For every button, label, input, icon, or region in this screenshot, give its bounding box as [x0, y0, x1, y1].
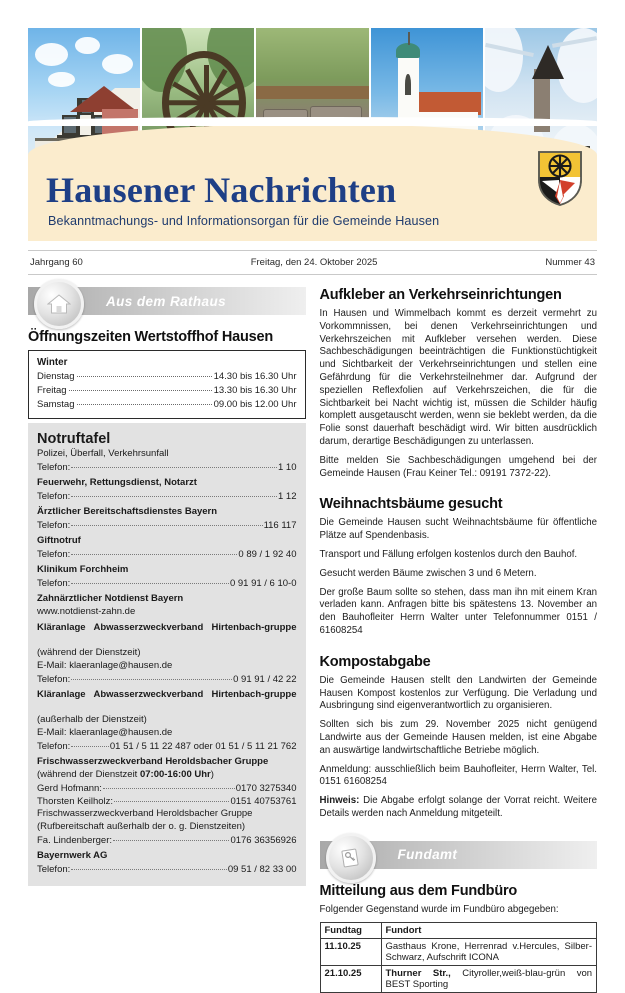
article-note	[320, 795, 598, 821]
newsletter-page	[0, 28, 625, 990]
emergency-phone-row	[37, 577, 297, 590]
emergency-phone-row	[37, 490, 297, 503]
phone-label: Telefon:	[37, 549, 71, 561]
emergency-entry-email: E-Mail: klaeranlage@hausen.de	[37, 659, 173, 671]
leader-dots	[71, 467, 277, 468]
cell-date: 21.10.25	[320, 965, 381, 992]
article-paragraph: Der große Baum sollte so stehen, dass man ihn mit einem Kran verladen kann. Anfragen bitte bis spätestens 13. November an den Bauhofleiter Herrn Walter unter Telefonnummer 0151 / 61608254	[319, 586, 597, 636]
cell-place	[381, 938, 597, 965]
bayernwerk-title: Bayernwerk AG	[37, 849, 108, 861]
table-row	[320, 965, 597, 992]
lost-found-heading: Mitteilung aus dem Fundbüro	[319, 882, 518, 899]
article-paragraph: Gesucht werden Bäume zwischen 3 und 6 Metern.	[319, 567, 537, 579]
phone-label: Telefon:	[37, 673, 71, 685]
article-heading-weihnachtsbaeume: Weihnachtsbäume gesucht	[319, 496, 503, 513]
contact-name: Gerd Hofmann:	[37, 782, 102, 794]
freshwater-contact-row	[37, 795, 297, 808]
masthead-titleblock	[46, 172, 439, 228]
emergency-entry-note: (während der Dienstzeit)	[37, 647, 141, 659]
freshwater-1-title: Frischwasserzweckverband Heroldsbacher Gruppe	[37, 756, 269, 768]
article-paragraph: Sollten sich bis zum 29. November 2025 nicht genügend Landwirte aus der Gemeinde Hausen melden, ist eine Abgabe an auswärtige landwirtschaftliche Betriebe möglich.	[319, 719, 597, 756]
emergency-entry-title: Zahnärztlicher Notdienst Bayern	[37, 593, 184, 605]
freshwater-contact-row	[37, 782, 297, 795]
table-row	[320, 938, 597, 965]
opening-hours-heading: Öffnungszeiten Wertstoffhof Hausen	[28, 329, 274, 345]
phone-number: 0176 36356926	[230, 834, 297, 846]
phone-number: 0 89 / 1 92 40	[238, 549, 297, 561]
opening-day: Dienstag	[37, 371, 75, 382]
phone-number: 0170 3275340	[235, 782, 297, 794]
emergency-entry-email: E-Mail: klaeranlage@hausen.de	[37, 727, 173, 739]
column-header-fundtag: Fundtag	[320, 922, 381, 938]
emergency-entry-title: Klinikum Forchheim	[37, 564, 129, 576]
lost-found-intro: Folgender Gegenstand wurde im Fundbüro abgegeben:	[319, 903, 559, 915]
article-heading-kompostabgabe: Kompostabgabe	[319, 653, 431, 670]
issue-meta-bar	[28, 250, 597, 275]
emergency-phone-row	[37, 673, 297, 686]
emergency-panel	[28, 423, 306, 886]
leader-dots	[113, 840, 229, 841]
article-paragraph: Bitte melden Sie Sachbeschädigungen umgehend bei der Gemeinde Hausen (Frau Keiner Tel.: 09191 7372-22).	[319, 454, 597, 479]
phone-label: Telefon:	[37, 863, 71, 875]
house-icon	[34, 279, 84, 329]
note-text: Die Abgabe erfolgt solange der Vorrat reicht. Weitere Details werden nach Anmeldung mitgeteilt.	[319, 795, 597, 819]
opening-day: Samstag	[37, 398, 75, 410]
emergency-entry-title: Ärztlicher Bereitschaftsdienstes Bayern	[37, 506, 218, 518]
issue-date: Freitag, den 24. Oktober 2025	[250, 257, 378, 268]
opening-day: Freitag	[37, 384, 67, 396]
masthead	[28, 28, 597, 244]
document-key-icon	[326, 833, 376, 883]
emergency-entry-title: Kläranlage Abwasserzweckverband Hirtenbach-gruppe	[37, 688, 297, 700]
cell-place-bold: Thurner Str.,	[385, 967, 451, 979]
leader-dots	[69, 390, 212, 391]
leader-dots	[71, 583, 229, 584]
opening-hours-box	[28, 350, 306, 419]
section-banner-rathaus	[28, 287, 306, 315]
article-paragraph: Anmeldung: ausschließlich beim Bauhofleiter, Herrn Walter, Tel. 0151 61608254	[319, 763, 597, 788]
column-header-fundort: Fundort	[381, 922, 597, 938]
emergency-phone-row	[37, 548, 297, 561]
phone-label: Telefon:	[37, 520, 71, 532]
leader-dots	[71, 679, 232, 680]
leader-dots	[71, 869, 227, 870]
section-banner-label: Aus dem Rathaus	[106, 293, 227, 309]
opening-hours-row	[37, 370, 297, 384]
phone-label: Telefon:	[37, 462, 71, 474]
masthead-subtitle: Bekanntmachungs- und Informationsorgan für die Gemeinde Hausen	[48, 214, 440, 228]
opening-hours-row	[37, 398, 297, 412]
emergency-phone-row	[37, 519, 297, 532]
opening-time: 14.30 bis 16.30 Uhr	[213, 371, 297, 382]
phone-number: 01 51 / 5 11 22 487 oder 01 51 / 5 11 21 762	[109, 740, 297, 752]
note-bold: Hinweis:	[319, 795, 360, 807]
article-paragraph: Die Gemeinde Hausen sucht Weihnachtsbäume für öffentliche Plätze auf Spendenbasis.	[319, 517, 597, 542]
freshwater-2-title: Frischwasserzweckverband Heroldsbacher Gruppe	[37, 808, 253, 820]
leader-dots	[71, 746, 109, 747]
article-heading-aufkleber: Aufkleber an Verkehrseinrichtungen	[319, 287, 562, 303]
note-suffix: )	[210, 768, 214, 780]
note-bold: 07:00-16:00 Uhr	[139, 768, 211, 780]
lost-found-table	[320, 922, 598, 993]
emergency-entry-note: (außerhalb der Dienstzeit)	[37, 714, 147, 726]
phone-number: 0 91 91 / 42 22	[233, 673, 297, 685]
freshwater-2-note: (Rufbereitschaft außerhalb der o. g. Dienstzeiten)	[37, 820, 246, 832]
table-header-row	[320, 922, 597, 938]
freshwater-contact-row	[37, 834, 297, 847]
phone-label: Telefon:	[37, 578, 71, 590]
leader-dots	[71, 554, 237, 555]
leader-dots	[77, 404, 212, 405]
coat-of-arms-icon	[537, 150, 583, 206]
section-banner-fundamt	[320, 841, 598, 869]
phone-number: 1 12	[278, 491, 297, 503]
cell-place-text: Cityroller,weiß-blau-grün von BEST Sporting	[385, 967, 593, 990]
opening-hours-row	[37, 384, 297, 398]
note-prefix: (während der Dienstzeit	[37, 768, 140, 780]
opening-time: 13.30 bis 16.30 Uhr	[213, 384, 297, 396]
opening-time: 09.00 bis 12.00 Uhr	[213, 398, 297, 410]
article-paragraph: Die Gemeinde Hausen stellt den Landwirten der Gemeinde Hausen Kompost kostenlos zur Verfügung. Die Verladung und Ausbringung sind eigenverantwortlich zu organisieren.	[319, 674, 597, 712]
phone-label: Telefon:	[37, 740, 71, 752]
cell-place-text: Gasthaus Krone, Herrenrad v.Hercules, Silber-Schwarz, Aufschrift ICONA	[385, 940, 592, 963]
phone-number: 09 51 / 82 33 00	[227, 863, 297, 875]
leader-dots	[71, 525, 262, 526]
article-paragraph: In Hausen und Wimmelbach kommt es derzeit vermehrt zu Vorkommnissen, bei denen Verkehrseinrichtungen und Verkehrszeichen mit Aufkleber versehen werden. Diese Sachbeschädigungen beeinträchtigen die Funktionstüchtigkeit und Sichtbarkeit der Verkehrseinrichtungen und stellen eine Gefährdung für die Verkehrsteilnehmer dar. Aufgrund der speziellen Reflexfolien auf Verkehrszeichen, die für die Sichtbarkeit bei Nacht wichtig ist, müssen die Schilder häufig komplett ausgetauscht werden, wenn sie beklebt werden, da die Folie sonst dauerhaft beschädigt wird. Wir bitten ausdrücklich darum, derartige Beschädigungen zu unterlassen.	[319, 308, 597, 447]
opening-hours-season: Winter	[37, 357, 68, 368]
right-column	[320, 287, 598, 993]
phone-number: 0 91 91 / 6 10-0	[229, 578, 297, 590]
bayernwerk-phone-row	[37, 863, 297, 876]
contact-name: Fa. Lindenberger:	[37, 834, 112, 846]
left-column	[28, 287, 306, 993]
phone-number: 1 10	[278, 462, 297, 474]
issue-number: Nummer 43	[545, 257, 595, 268]
emergency-phone-row	[37, 461, 297, 474]
phone-label: Telefon:	[37, 491, 71, 503]
article-paragraph: Transport und Fällung erfolgen kostenlos durch den Bauhof.	[319, 548, 578, 560]
emergency-entry-title: Kläranlage Abwasserzweckverband Hirtenbach-gruppe	[37, 621, 297, 633]
page-title: Hausener Nachrichten	[46, 170, 397, 211]
phone-number: 116 117	[263, 520, 297, 532]
emergency-entry-title: Giftnotruf	[37, 535, 81, 547]
contact-name: Thorsten Keilholz:	[37, 795, 114, 807]
emergency-phone-row	[37, 740, 297, 753]
emergency-entry-note: www.notdienst-zahn.de	[37, 606, 136, 618]
leader-dots	[103, 788, 235, 789]
freshwater-1-note	[37, 769, 297, 782]
emergency-entry-title: Feuerwehr, Rettungsdienst, Notarzt	[37, 477, 197, 489]
leader-dots	[77, 376, 212, 377]
volume-label: Jahrgang 60	[30, 257, 83, 268]
emergency-entry-title: Polizei, Überfall, Verkehrsunfall	[37, 448, 169, 460]
cell-date: 11.10.25	[320, 938, 381, 965]
section-banner-label: Fundamt	[397, 847, 458, 863]
leader-dots	[71, 496, 277, 497]
content-columns	[28, 287, 597, 993]
emergency-heading: Notruftafel	[37, 431, 111, 448]
cell-place	[381, 965, 597, 992]
phone-number: 0151 40753761	[230, 795, 297, 807]
leader-dots	[114, 801, 229, 802]
